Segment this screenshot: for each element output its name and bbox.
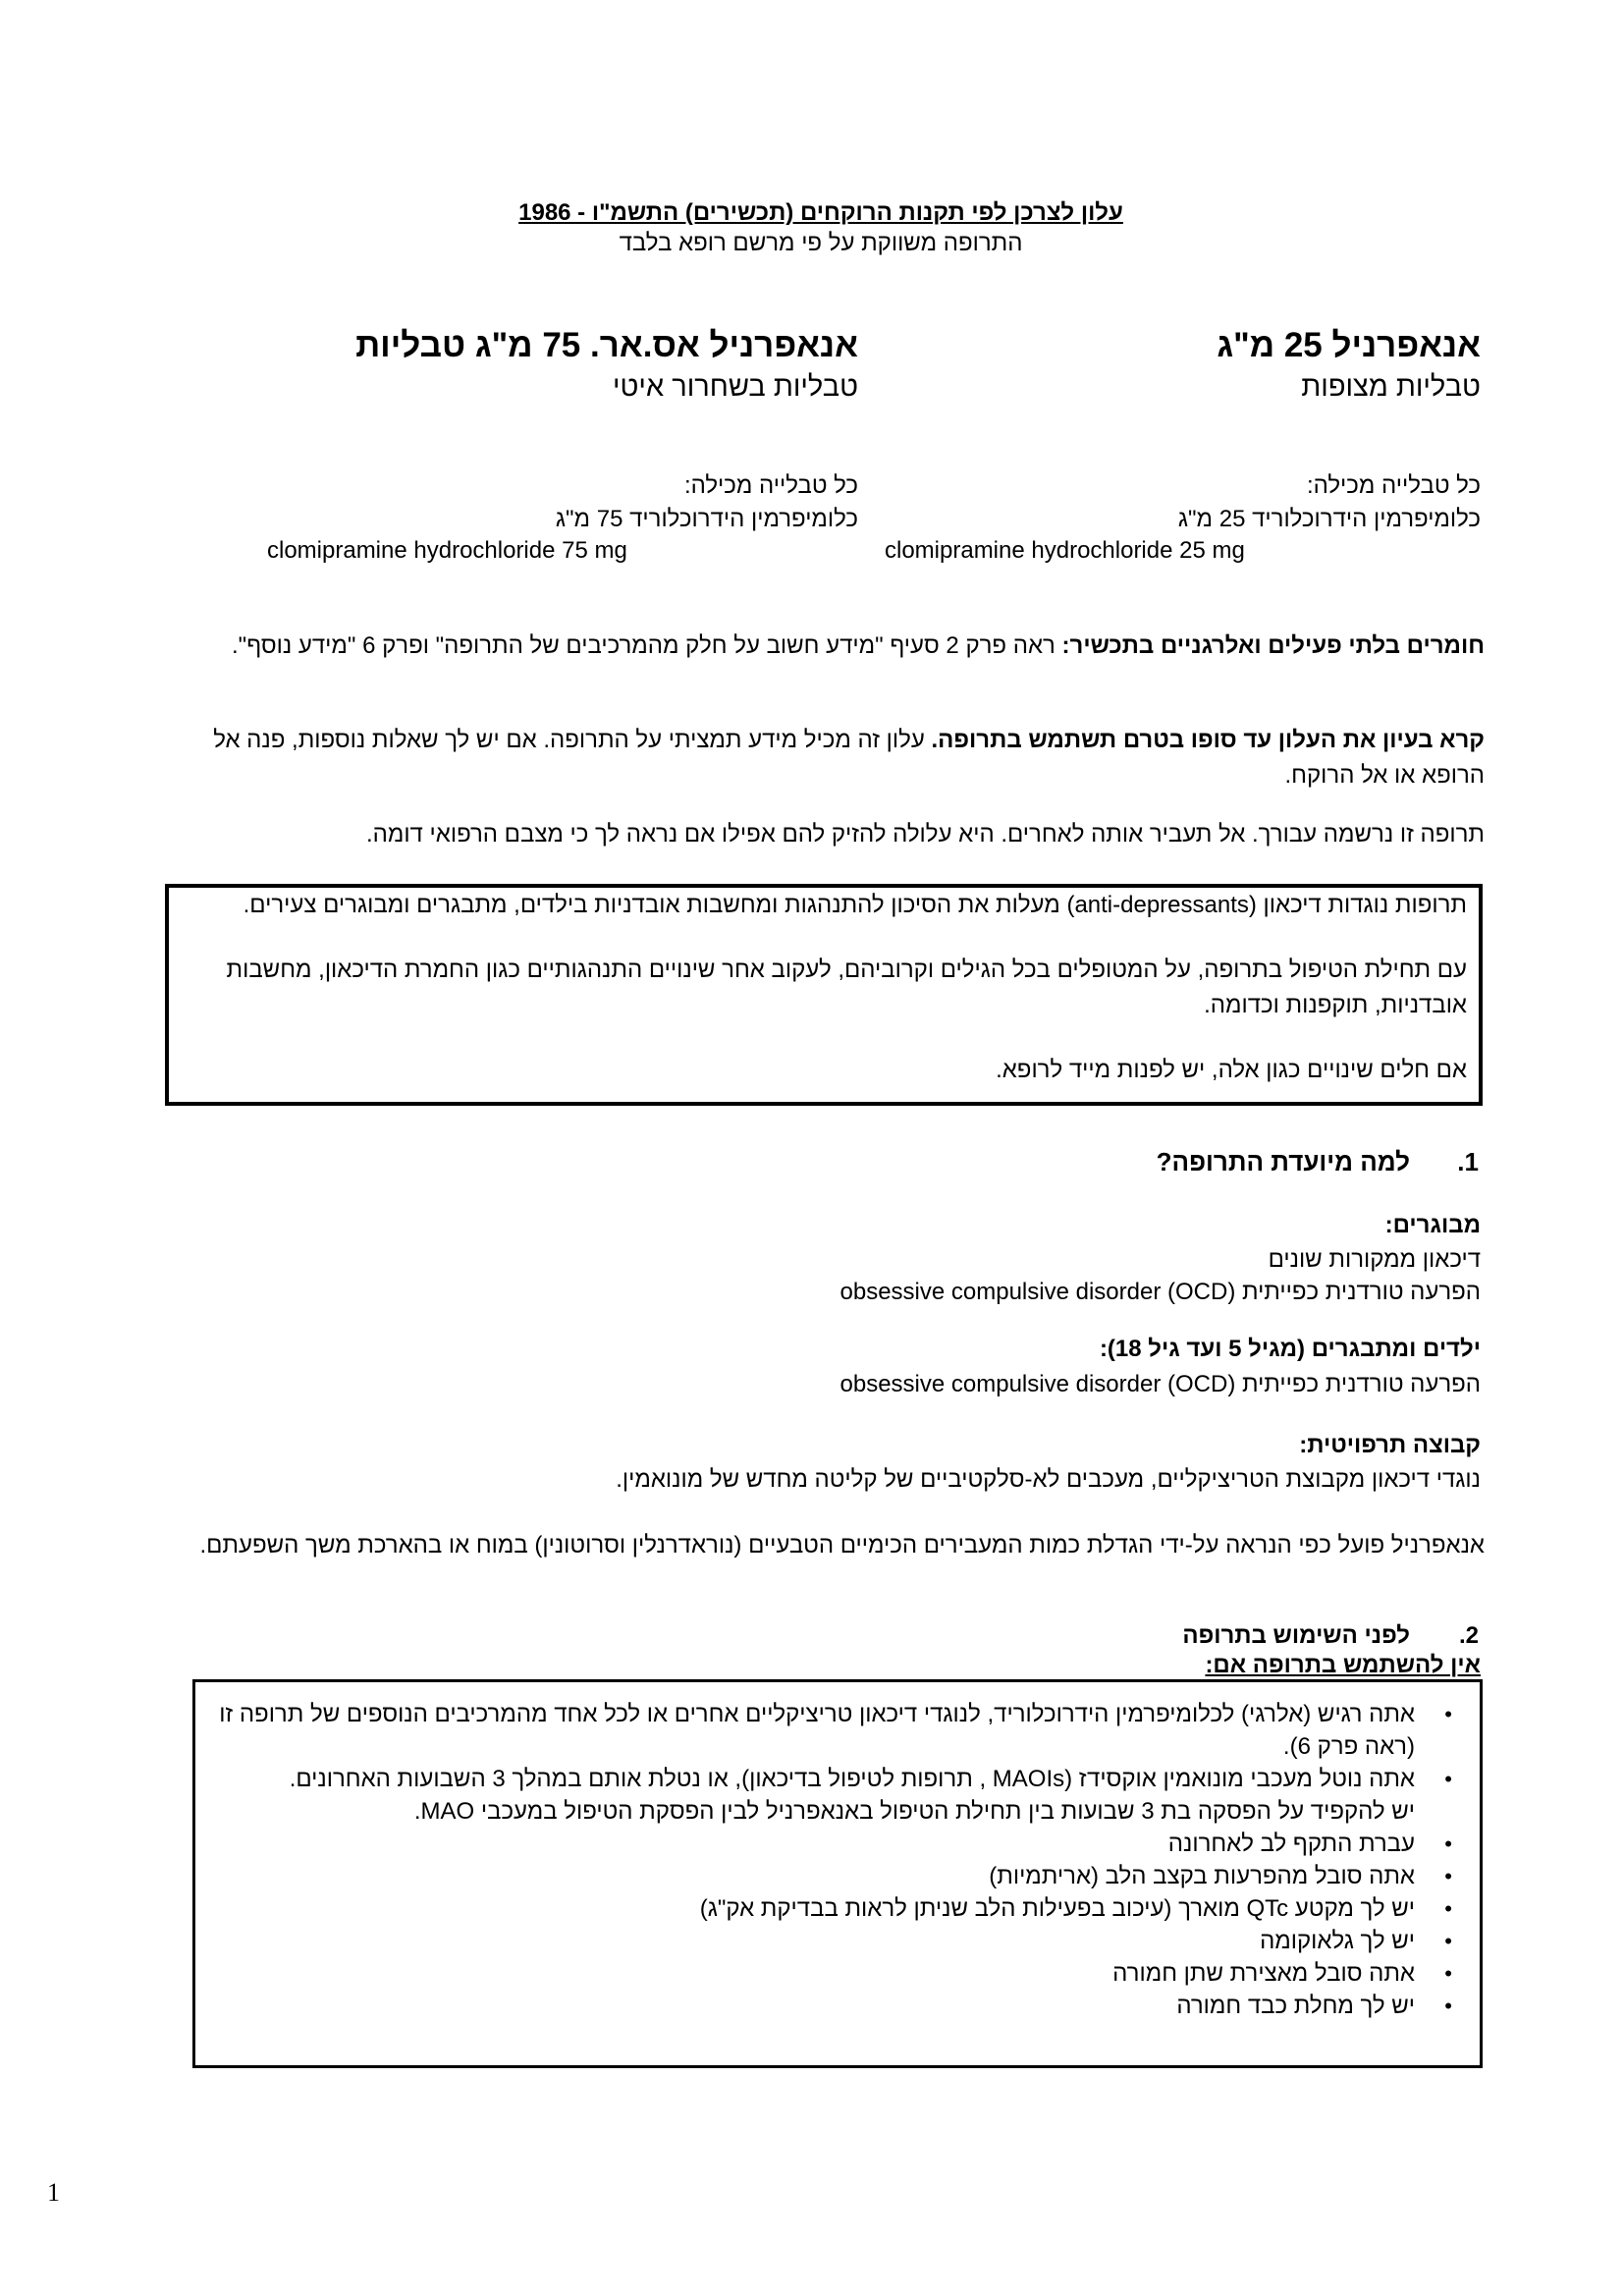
contraindication-item: • יש לך מחלת כבד חמורה <box>209 1990 1480 2022</box>
read-leaflet-label: קרא בעיון את העלון עד סופו בטרם תשתמש בתרופה. <box>931 727 1485 753</box>
bullet-icon: • <box>1444 1702 1452 1726</box>
product-name-75mg: אנאפרניל אס.אר. 75 מ"ג טבליות <box>355 326 858 364</box>
inactive-ingredients-paragraph <box>196 629 1485 664</box>
contraindication-item: • אתה נוטל מעכבי מונואמין אוקסידז (MAOIs , תרופות לטיפול בדיכאון), או נטלת אותם במהלך 3 השבועות האחרונים. <box>209 1763 1480 1795</box>
contraindication-note: יש להקפיד על הפסקה בת 3 שבועות בין תחילת הטיפול באנאפרניל לבין הפסקת הטיפול במעכבי MAO. <box>413 1798 1415 1825</box>
prescription-note: התרופה משווקת על פי מרשם רופא בלבד <box>619 230 1023 256</box>
contraindication-item: • עברת התקף לב לאחרונה <box>209 1828 1480 1860</box>
suicidality-warning-box <box>165 884 1483 1106</box>
bullet-icon: • <box>1444 1896 1452 1921</box>
section-2-number: 2. <box>1458 1622 1479 1649</box>
adults-indication-2: הפרעה טורדנית כפייתית (obsessive compulsive disorder (OCD <box>839 1279 1481 1305</box>
section-1-number: 1. <box>1457 1147 1479 1176</box>
bullet-icon: • <box>1444 1767 1452 1791</box>
children-label: ילדים ומתבגרים (מגיל 5 ועד גיל 18): <box>1099 1336 1481 1362</box>
contraindication-item: • אתה סובל מאצירת שתן חמורה <box>209 1957 1480 1990</box>
inactive-ingredients-text: ראה פרק 2 סעיף "מידע חשוב על חלק מהמרכיבים של התרופה" ופרק 6 "מידע נוסף". <box>232 632 1062 659</box>
therapeutic-group-label: קבוצה תרפויטית: <box>1299 1432 1481 1458</box>
children-indication: הפרעה טורדנית כפייתית (obsessive compulsive disorder (OCD <box>839 1371 1481 1397</box>
ingredient-en-25mg: clomipramine hydrochloride 25 mg <box>885 537 1245 564</box>
ingredient-en-75mg: clomipramine hydrochloride 75 mg <box>267 537 627 564</box>
read-leaflet-paragraph <box>147 723 1485 793</box>
product-name-25mg: אנאפרניל 25 מ"ג <box>1217 326 1481 364</box>
contraindication-item: • אתה רגיש (אלרגי) לכלומיפרמין הידרוכלוריד, לנוגדי דיכאון טריציקליים אחרים או לכל אחד מהמרכיבים הנוספים של תרופה זו (ראה פרק 6). <box>209 1698 1480 1763</box>
contains-label-25mg: כל טבלייה מכילה: <box>1306 472 1481 499</box>
leaflet-title: עלון לצרכן לפי תקנות הרוקחים (תכשירים) התשמ"ו - 1986 <box>518 199 1123 226</box>
page-number: 1 <box>47 2178 60 2207</box>
product-form-25mg: טבליות מצופות <box>1301 371 1481 403</box>
contraindications-heading: אין להשתמש בתרופה אם: <box>1205 1652 1481 1678</box>
ingredient-he-25mg: כלומיפרמין הידרוכלוריד 25 מ"ג <box>1177 506 1481 532</box>
bullet-icon: • <box>1444 1864 1452 1888</box>
inactive-ingredients-label: חומרים בלתי פעילים ואלרגניים בתכשיר: <box>1061 632 1485 659</box>
contraindications-box <box>192 1679 1483 2068</box>
contraindication-item: • יש לך גלאוקומה <box>209 1925 1480 1957</box>
bullet-icon: • <box>1444 1994 1452 2018</box>
product-form-75mg: טבליות בשחרור איטי <box>612 371 858 403</box>
contraindication-item: • אתה סובל מהפרעות בקצב הלב (אריתמיות) <box>209 1860 1480 1892</box>
warning-text-2: עם תחילת הטיפול בתרופה, על המטופלים בכל הגילים וקרוביהם, לעקוב אחר שינויים התנהגותיים כגון החמרת הדיכאון, מחשבות אובדניות, תוקפנות וכדומה. <box>226 957 1467 1018</box>
read-leaflet-text: עלון זה מכיל מידע תמציתי על התרופה. אם יש לך שאלות נוספות, פנה אל הרופא או אל הרוקח. <box>213 727 1485 789</box>
mechanism-paragraph: אנאפרניל פועל כפי הנראה על-ידי הגדלת כמות המעבירים הכימיים הטבעיים (נוראדרנלין וסרוטונין) במוח או בהארכת משך השפעתם. <box>199 1532 1485 1558</box>
prescribed-for-you-paragraph: תרופה זו נרשמה עבורך. אל תעביר אותה לאחרים. היא עלולה להזיק להם אפילו אם נראה לך כי מצבם הרפואי דומה. <box>365 821 1485 847</box>
bullet-icon: • <box>1444 1831 1452 1856</box>
bullet-icon: • <box>1444 1929 1452 1953</box>
section-1-title: למה מיועדת התרופה? <box>1156 1147 1410 1176</box>
ingredient-he-75mg: כלומיפרמין הידרוכלוריד 75 מ"ג <box>555 506 858 532</box>
therapeutic-group-text: נוגדי דיכאון מקבוצת הטריציקליים, מעכבים לא-סלקטיביים של קליטה מחדש של מונואמין. <box>616 1466 1481 1493</box>
warning-text-1: תרופות נוגדות דיכאון (anti-depressants) מעלות את הסיכון להתנהגות ומחשבות אובדניות בילדים, מתבגרים ומבוגרים צעירים. <box>243 892 1467 918</box>
adults-label: מבוגרים: <box>1384 1212 1481 1238</box>
warning-text-3: אם חלים שינויים כגון אלה, יש לפנות מייד לרופא. <box>996 1057 1467 1083</box>
contraindication-item: • יש לך מקטע QTc מוארך (עיכוב בפעילות הלב שניתן לראות בבדיקת אק"ג) <box>209 1892 1480 1925</box>
adults-indication-1: דיכאון ממקורות שונים <box>1268 1246 1481 1273</box>
section-2-title: לפני השימוש בתרופה <box>1182 1622 1410 1649</box>
contains-label-75mg: כל טבלייה מכילה: <box>683 472 858 499</box>
bullet-icon: • <box>1444 1961 1452 1986</box>
